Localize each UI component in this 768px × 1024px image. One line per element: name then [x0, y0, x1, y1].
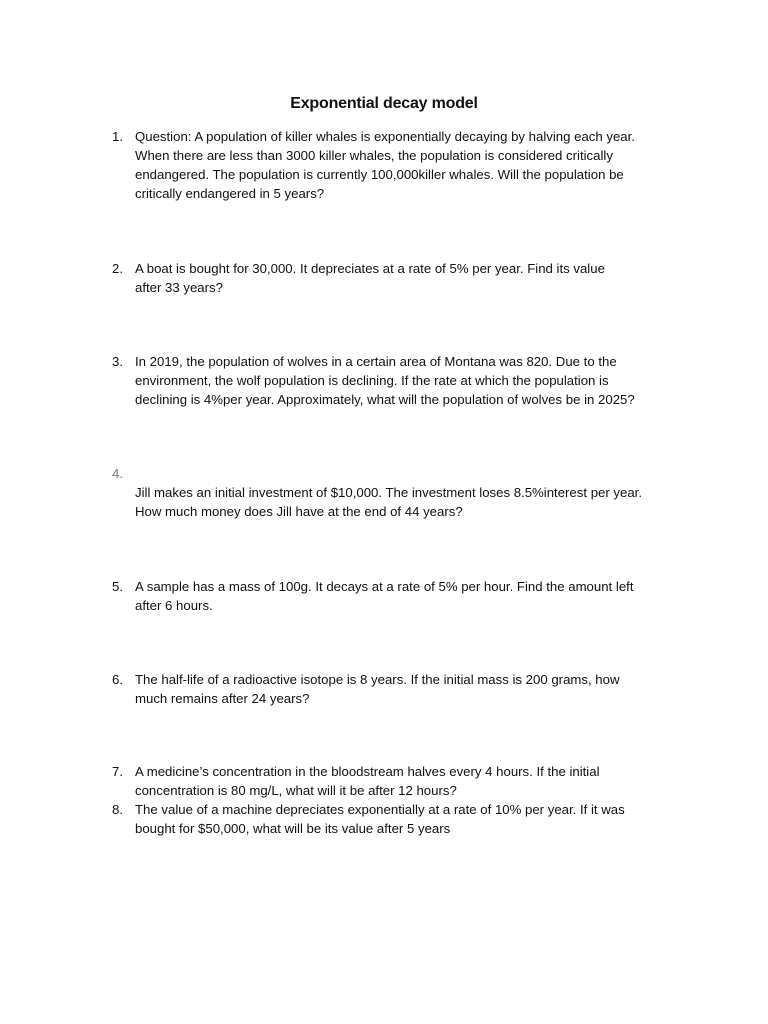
- question-item-4: [112, 464, 672, 521]
- question-line: A boat is bought for 30,000. It depreciates at a rate of 5% per year. Find its value: [135, 261, 605, 276]
- question-item-7: [112, 762, 672, 800]
- question-text: [135, 352, 672, 409]
- question-line: after 6 hours.: [135, 598, 213, 613]
- question-item-5: [112, 577, 672, 615]
- question-number: 3.: [112, 354, 123, 369]
- question-line: A medicine’s concentration in the bloodstream halves every 4 hours. If the initial: [135, 764, 600, 779]
- question-number: 2.: [112, 261, 123, 276]
- question-line: When there are less than 3000 killer whales, the population is considered critically: [135, 148, 613, 163]
- question-line: Jill makes an initial investment of $10,000. The investment loses 8.5%interest per year.: [135, 485, 643, 500]
- question-line: The half-life of a radioactive isotope is 8 years. If the initial mass is 200 grams, how: [135, 672, 620, 687]
- question-line: declining is 4%per year. Approximately, what will the population of wolves be in 2025?: [135, 392, 635, 407]
- question-text: [135, 127, 672, 203]
- page-title: Exponential decay model: [290, 95, 478, 112]
- question-line: concentration is 80 mg/L, what will it be after 12 hours?: [135, 783, 457, 798]
- question-text: [135, 577, 672, 615]
- question-number: 4.: [112, 466, 123, 481]
- question-line: bought for $50,000, what will be its value after 5 years: [135, 821, 451, 836]
- question-line: after 33 years?: [135, 280, 223, 295]
- question-line: In 2019, the population of wolves in a certain area of Montana was 820. Due to the: [135, 354, 617, 369]
- question-text: [135, 464, 672, 521]
- question-line: much remains after 24 years?: [135, 691, 310, 706]
- question-line: endangered. The population is currently 100,000killer whales. Will the population be: [135, 167, 624, 182]
- question-number: 6.: [112, 672, 123, 687]
- question-text: [135, 762, 672, 800]
- question-number: 8.: [112, 802, 123, 817]
- question-text: [135, 670, 672, 708]
- question-item-6: [112, 670, 672, 708]
- question-number: 5.: [112, 579, 123, 594]
- question-line: critically endangered in 5 years?: [135, 186, 325, 201]
- question-line: How much money does Jill have at the end of 44 years?: [135, 504, 463, 519]
- question-item-3: [112, 352, 672, 409]
- question-line: A sample has a mass of 100g. It decays at a rate of 5% per hour. Find the amount left: [135, 579, 634, 594]
- question-line: Question: A population of killer whales is exponentially decaying by halving each year.: [135, 129, 635, 144]
- question-line: The value of a machine depreciates exponentially at a rate of 10% per year. If it was: [135, 802, 625, 817]
- question-item-2: [112, 259, 672, 297]
- question-number: 1.: [112, 129, 123, 144]
- question-text: [135, 800, 672, 838]
- question-item-8: [112, 800, 672, 838]
- question-line: environment, the wolf population is declining. If the rate at which the population is: [135, 373, 609, 388]
- question-number: 7.: [112, 764, 123, 779]
- question-item-1: [112, 127, 672, 203]
- question-text: [135, 259, 672, 297]
